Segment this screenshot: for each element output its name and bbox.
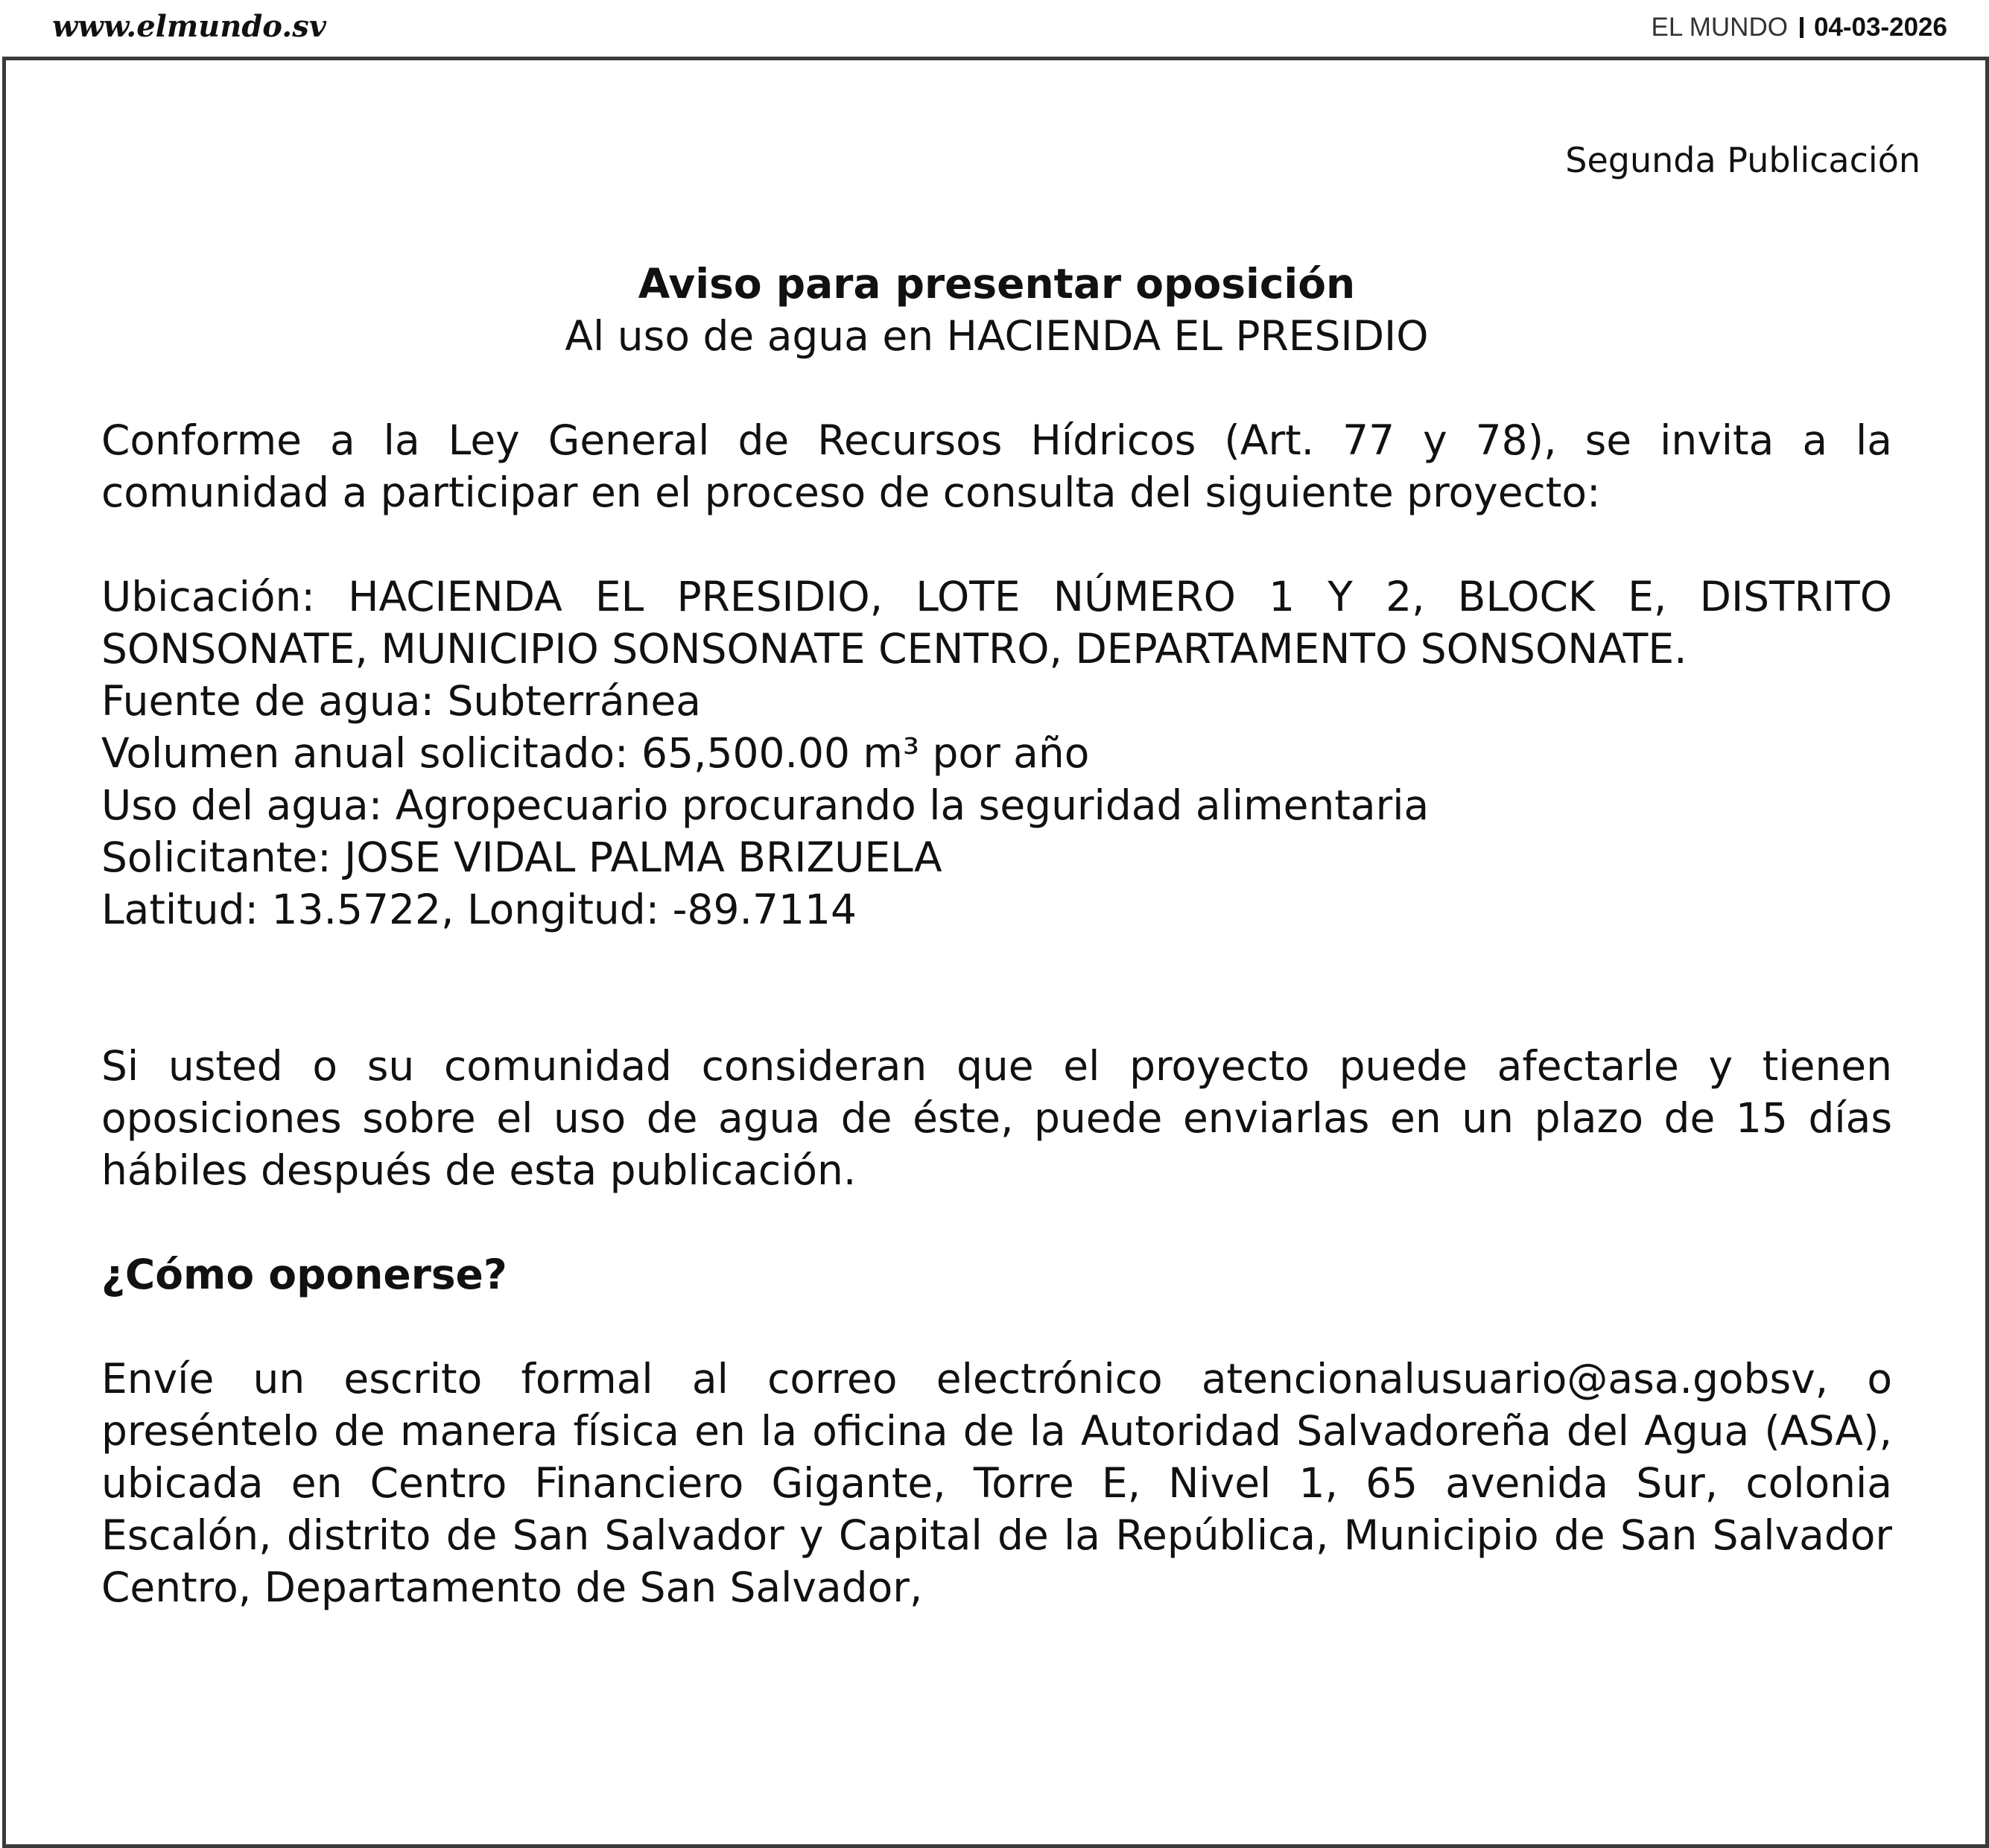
spacer — [101, 1196, 1892, 1248]
applicant-field: Solicitante: JOSE VIDAL PALMA BRIZUELA — [101, 833, 942, 881]
publication-label: Segunda Publicación — [1565, 140, 1920, 180]
coordinates-field: Latitud: 13.5722, Longitud: -89.7114 — [101, 886, 857, 933]
location-field: Ubicación: HACIENDA EL PRESIDIO, LOTE NÚMERO 1 Y 2, BLOCK E, DISTRITO SONSONATE, MUNICIPIO SONSONATE CENTRO, DEPARTAMENTO SONSONATE. — [101, 573, 1892, 673]
spacer — [101, 1301, 1892, 1353]
spacer — [101, 936, 1892, 1040]
notice-body — [101, 258, 1892, 1613]
site-url[interactable]: www.elmundo.sv — [52, 9, 326, 44]
edition-info — [1652, 9, 1948, 46]
publication-name: EL MUNDO — [1651, 13, 1788, 42]
water-use-field: Uso del agua: Agropecuario procurando la seguridad alimentaria — [101, 781, 1430, 829]
how-to-oppose-heading: ¿Cómo oponerse? — [101, 1251, 507, 1298]
masthead — [0, 0, 1989, 57]
annual-volume-field: Volumen anual solicitado: 65,500.00 m³ por año — [101, 729, 1090, 777]
publication-date: 04-03-2026 — [1813, 13, 1947, 42]
water-source-field: Fuente de agua: Subterránea — [101, 677, 701, 725]
notice-title: Aviso para presentar oposición — [638, 260, 1356, 308]
spacer — [101, 362, 1892, 414]
how-to-oppose-paragraph: Envíe un escrito formal al correo electrónico atencionalusuario@asa.gobsv, o preséntelo de manera física en la oficina de la Autoridad Salvadoreña del Agua (ASA), ubicada en Centro Financiero Gigante, Torre E, Nivel 1, 65 avenida Sur, colonia Escalón, distrito de San Salvador y Capital de la República, Municipio de San Salvador Centro, Departamento de San Salvador, — [101, 1355, 1892, 1611]
notice-frame — [2, 57, 1989, 1848]
spacer — [101, 518, 1892, 571]
opposition-paragraph: Si usted o su comunidad consideran que el proyecto puede afectarle y tienen oposiciones sobre el uso de agua de éste, puede enviarlas en un plazo de 15 días hábiles después de esta publicación. — [101, 1042, 1892, 1194]
separator-bar — [1800, 17, 1804, 38]
intro-paragraph: Conforme a la Ley General de Recursos Hídricos (Art. 77 y 78), se invita a la comunidad a participar en el proceso de consulta del siguiente proyecto: — [101, 416, 1892, 516]
notice-subtitle: Al uso de agua en HACIENDA EL PRESIDIO — [565, 312, 1429, 360]
